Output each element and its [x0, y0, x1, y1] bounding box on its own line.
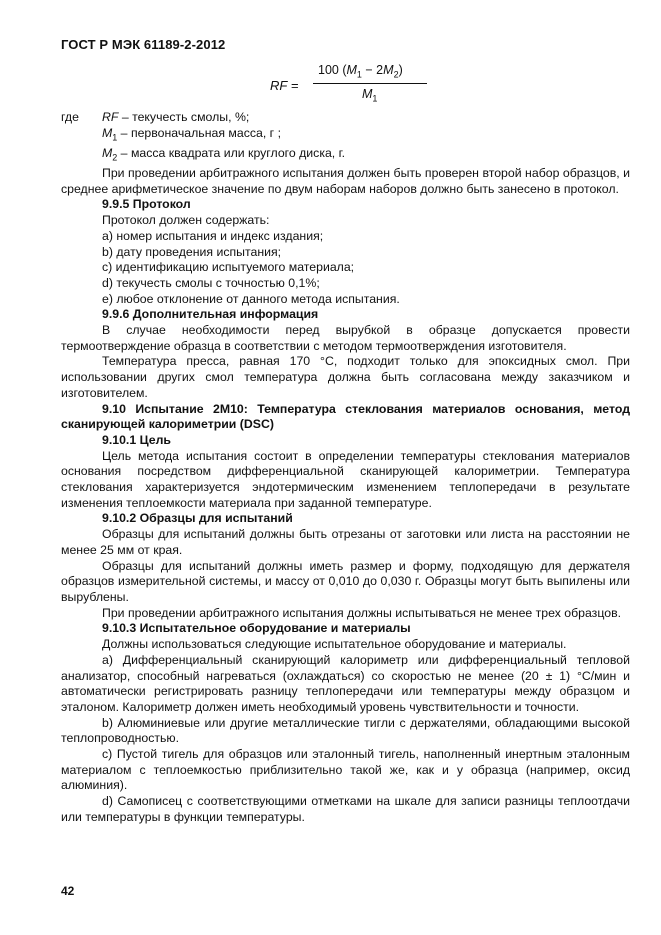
paragraph-9-10-2-a: Образцы для испытаний должны быть отрезаны от заготовки или листа на расстоянии не менее 25 мм от края. — [61, 527, 630, 557]
list-item: c) идентификацию испытуемого материала; — [102, 260, 355, 275]
where-rf: где RF – текучесть смолы, %; — [61, 110, 250, 124]
page-number: 42 — [61, 884, 75, 898]
paragraph-9-10-3-b: b) Алюминиевые или другие металлические тигли с держателями, обладающими высокой теплопроводностью. — [61, 715, 630, 746]
standard-header: ГОСТ Р МЭК 61189-2-2012 — [61, 37, 226, 52]
formula-denominator: $M_1$ — [362, 87, 378, 104]
body-text — [61, 110, 630, 826]
heading-9-9-6: 9.9.6 Дополнительная информация — [102, 307, 319, 322]
paragraph-arbitration: При проведении арбитражного испытания должен быть проверен второй набор образцов, и среднее арифметическое значение по двум наборам наборов должно быть занесено в протокол. — [61, 166, 630, 196]
paragraph-9-10-2-c: При проведении арбитражного испытания должны испытываться не менее трех образцов. — [102, 605, 622, 620]
paragraph-9-9-6-b: Температура пресса, равная 170 °С, подходит только для эпоксидных смол. При использовании других смол температура должна быть согласована между заказчиком и изготовителем. — [61, 354, 630, 400]
formula-numerator: 100 $(M_1 - 2M_2)$ — [318, 63, 403, 80]
heading-9-10: 9.10 Испытание 2M10: Температура стеклования материалов основания, метод сканирующей калориметрии (DSC) — [61, 401, 630, 432]
heading-9-10-3: 9.10.3 Испытательное оборудование и материалы — [102, 621, 411, 636]
list-item: b) дату проведения испытания; — [102, 244, 282, 259]
paragraph-9-10-2-b: Образцы для испытаний должны иметь размер и форму, подходящую для держателя образцов измерительной системы, и массу от 0,010 до 0,030 г. Образцы могут быть выпилены или вырублены. — [61, 558, 630, 604]
where-m2: $M_2$ – масса квадрата или круглого диска, г. — [102, 145, 346, 163]
list-item: d) текучесть смолы с точностью 0,1%; — [102, 275, 320, 290]
heading-9-10-1: 9.10.1 Цель — [102, 432, 171, 447]
paragraph-9-10-3-c: c) Пустой тигель для образцов или эталонный тигель, наполненный инертным эталонным материалом с теплоемкостью приблизительно такой же, как и у образца (например, оксид алюминия). — [61, 747, 630, 793]
where-m1: $M_1$ – первоначальная масса, г ; — [102, 125, 281, 143]
heading-9-10-2: 9.10.2 Образцы для испытаний — [102, 511, 293, 526]
paragraph-9-10-3: Должны использоваться следующие испытательное оборудование и материалы. — [102, 637, 567, 652]
paragraph-9-9-5: Протокол должен содержать: — [102, 213, 270, 228]
list-item: e) любое отклонение от данного метода испытания. — [102, 291, 400, 306]
fraction-bar — [313, 83, 427, 84]
paragraph-9-10-1: Цель метода испытания состоит в определении температуры стеклования материалов основания посредством дифференциальной сканирующей калориметрии. Температура стеклования характеризуется эндотермическим изменением теплопередачи в результате изменения теплоемкости материала при заданной температуре. — [61, 448, 630, 510]
paragraph-9-9-6-a: В случае необходимости перед вырубкой в образце допускается провести термоотверждение образца в соответствии с методом термоотверждения изготовителя. — [61, 323, 630, 353]
heading-9-9-5: 9.9.5 Протокол — [102, 197, 191, 212]
rf-formula — [270, 63, 440, 113]
paragraph-9-10-3-d: d) Самописец с соответствующими отметками на шкале для записи разницы теплоотдачи или температуры в функции температуры. — [61, 794, 630, 824]
paragraph-9-10-3-a: a) Дифференциальный сканирующий калориметр или дифференциальный тепловой анализатор, способный нагреваться (охлаждаться) со скоростью не менее (20 ± 1) °С/мин и автоматически регистрировать разницу теплопередачи или температуры между образцом и эталоном. Калориметр должен иметь необходимый уровень чувствительности и точности. — [61, 652, 630, 714]
formula-lhs: RF = — [270, 78, 299, 93]
list-item: a) номер испытания и индекс издания; — [102, 228, 324, 243]
